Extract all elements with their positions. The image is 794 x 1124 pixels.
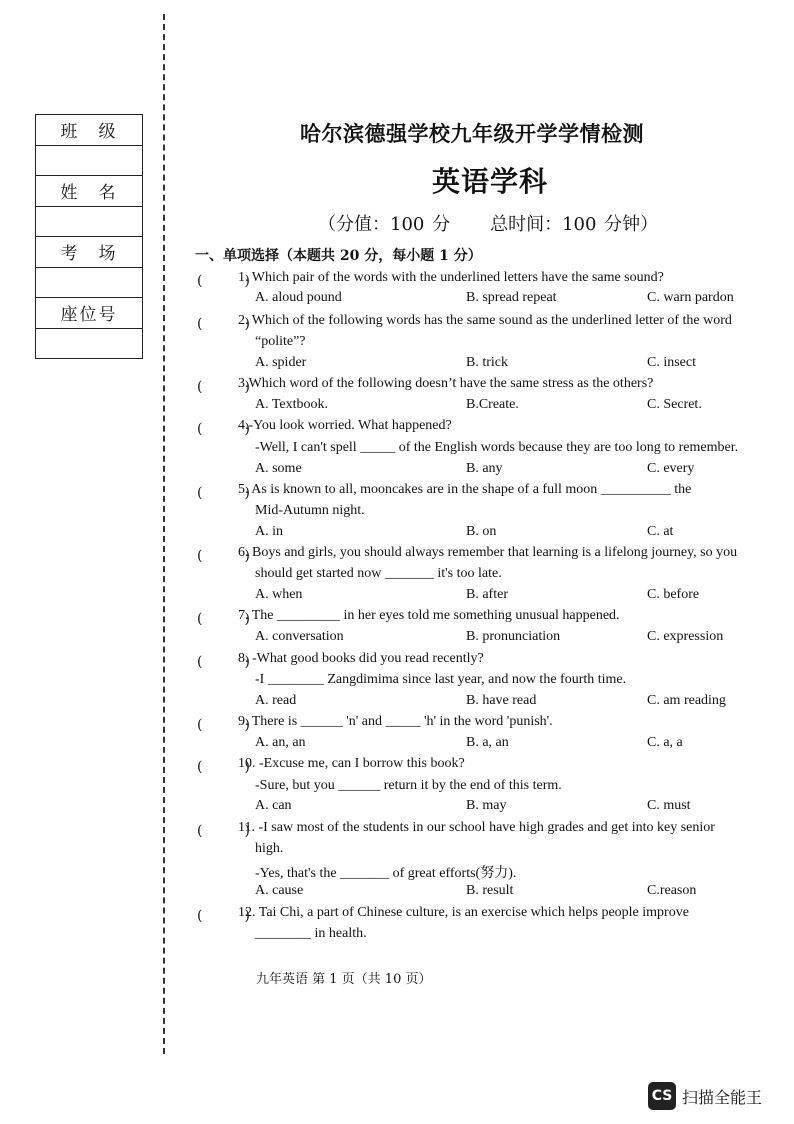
- question-stem-line: -I ________ Zangdimima since last year, and now the fourth time.: [255, 672, 627, 687]
- info-blank-seat: [36, 329, 142, 359]
- option-a: A. aloud pound: [255, 290, 342, 305]
- exam-title: 哈尔滨德强学校九年级开学学情检测: [300, 121, 644, 146]
- answer-blank: ( ): [197, 611, 250, 627]
- option-c: C. Secret.: [647, 397, 702, 412]
- score-line: [318, 210, 698, 236]
- question-stem-line: 6. Boys and girls, you should always remember that learning is a lifelong journey, so you: [238, 545, 738, 560]
- option-a: A. read: [255, 693, 297, 708]
- answer-blank: ( ): [197, 379, 250, 395]
- question-stem-line: -Sure, but you ______ return it by the end of this term.: [255, 778, 562, 793]
- option-b: B. result: [466, 883, 514, 898]
- question-stem-line: 2. Which of the following words has the same sound as the underlined letter of the word: [238, 313, 732, 328]
- dashed-binding-line: [163, 14, 165, 1054]
- student-info-box: [35, 114, 143, 359]
- option-a: A. conversation: [255, 629, 344, 644]
- answer-blank: ( ): [197, 421, 250, 437]
- option-a: A. some: [255, 461, 302, 476]
- option-c: C. before: [647, 587, 700, 602]
- info-label-room: 考 场: [36, 237, 142, 268]
- option-c: C. insect: [647, 355, 696, 370]
- logo-text: 扫描全能王: [682, 1087, 763, 1107]
- question-stem-line: 4.-You look worried. What happened?: [238, 418, 452, 433]
- answer-blank: ( ): [197, 548, 250, 564]
- option-b: B. on: [466, 524, 497, 539]
- option-c: C. am reading: [647, 693, 726, 708]
- option-b: B. after: [466, 587, 508, 602]
- info-label-seat: 座位号: [36, 298, 142, 329]
- question-stem-line: Mid-Autumn night.: [255, 503, 365, 518]
- option-b: B. any: [466, 461, 503, 476]
- question-stem-line: 12. Tai Chi, a part of Chinese culture, is an exercise which helps people improve: [238, 905, 689, 920]
- info-blank-class: [36, 146, 142, 177]
- question-stem-line: -Yes, that's the _______ of great efforts(努力).: [255, 866, 517, 881]
- option-b: B. spread repeat: [466, 290, 557, 305]
- answer-blank: ( ): [197, 485, 250, 501]
- option-b: B.Create.: [466, 397, 519, 412]
- option-a: A. can: [255, 798, 292, 813]
- question-stem-line: should get started now _______ it's too late.: [255, 566, 502, 581]
- page-footer: 九年英语 第 1 页（共 10 页）: [256, 972, 432, 987]
- info-blank-name: [36, 207, 142, 238]
- option-c: C. must: [647, 798, 691, 813]
- scanner-logo: [648, 1082, 762, 1110]
- cs-logo-icon: CS: [648, 1082, 676, 1110]
- option-c: C. at: [647, 524, 674, 539]
- section-title: 一、单项选择（本题共 20 分，每小题 1 分）: [195, 248, 482, 264]
- answer-blank: ( ): [197, 823, 250, 839]
- option-b: B. trick: [466, 355, 508, 370]
- option-c: C. expression: [647, 629, 724, 644]
- question-stem-line: 3.Which word of the following doesn’t have the same stress as the others?: [238, 376, 654, 391]
- question-stem-line: 9. There is ______ 'n' and _____ 'h' in the word 'punish'.: [238, 714, 553, 729]
- question-stem-line: 5. As is known to all, mooncakes are in the shape of a full moon __________ the: [238, 482, 692, 497]
- question-stem-line: “polite”?: [255, 334, 306, 349]
- question-stem-line: 10. -Excuse me, can I borrow this book?: [238, 756, 465, 771]
- option-c: C.reason: [647, 883, 697, 898]
- answer-blank: ( ): [197, 273, 250, 289]
- info-label-name: 姓 名: [36, 176, 142, 207]
- answer-blank: ( ): [197, 717, 250, 733]
- option-b: B. have read: [466, 693, 537, 708]
- option-c: C. a, a: [647, 735, 683, 750]
- option-a: A. when: [255, 587, 303, 602]
- question-stem-line: 11. -I saw most of the students in our school have high grades and get into key senior: [238, 820, 715, 835]
- answer-blank: ( ): [197, 759, 250, 775]
- option-c: C. warn pardon: [647, 290, 734, 305]
- question-stem-line: 7. The _________ in her eyes told me something unusual happened.: [238, 608, 620, 623]
- option-a: A. in: [255, 524, 283, 539]
- question-stem-line: 1. Which pair of the words with the underlined letters have the same sound?: [238, 270, 664, 285]
- info-blank-room: [36, 268, 142, 299]
- option-b: B. pronunciation: [466, 629, 561, 644]
- question-stem-line: -Well, I can't spell _____ of the English words because they are too long to remember.: [255, 440, 739, 455]
- option-a: A. cause: [255, 883, 304, 898]
- score-label: （分值：100 分: [318, 214, 451, 235]
- question-stem-line: 8. -What good books did you read recently?: [238, 651, 484, 666]
- option-c: C. every: [647, 461, 695, 476]
- option-a: A. an, an: [255, 735, 306, 750]
- option-b: B. may: [466, 798, 507, 813]
- answer-blank: ( ): [197, 316, 250, 332]
- info-label-class: 班 级: [36, 115, 142, 146]
- question-stem-line: ________ in health.: [255, 926, 367, 941]
- time-label: 总时间：100 分钟）: [490, 214, 659, 235]
- answer-blank: ( ): [197, 654, 250, 670]
- option-b: B. a, an: [466, 735, 509, 750]
- option-a: A. Textbook.: [255, 397, 329, 412]
- question-stem-line: high.: [255, 841, 284, 856]
- subject-title: 英语学科: [432, 165, 549, 198]
- answer-blank: ( ): [197, 908, 250, 924]
- option-a: A. spider: [255, 355, 307, 370]
